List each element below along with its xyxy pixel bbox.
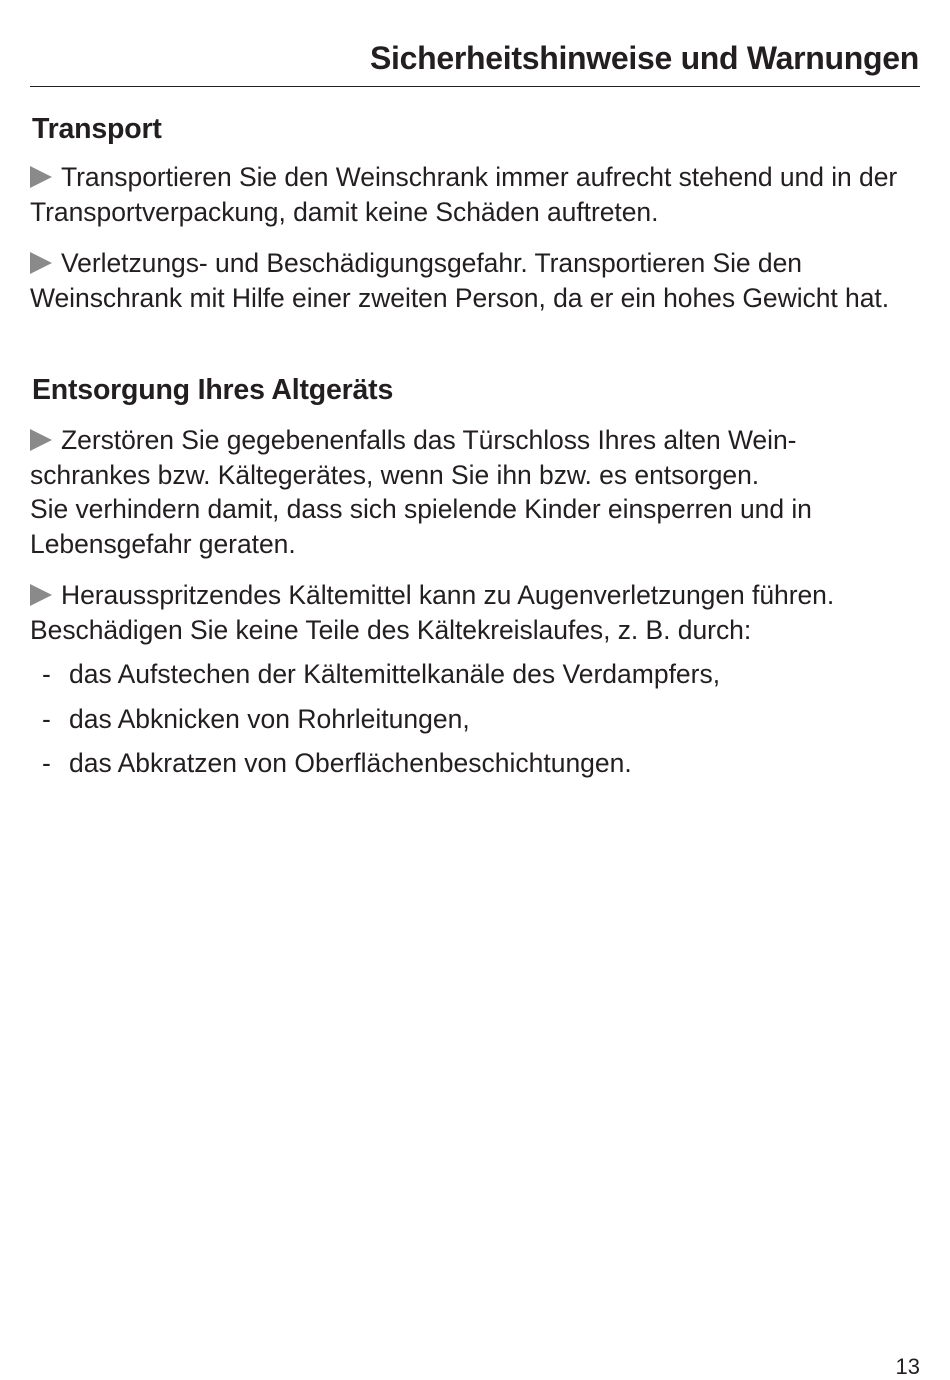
warning-paragraph [30,423,920,561]
paragraph-text: schrankes bzw. Kältegerätes, wenn Sie ihn bzw. es entsorgen. [30,459,760,490]
dash-bullet: - [42,703,51,734]
paragraph-text: Transportieren Sie den Weinschrank immer aufrecht stehend und in der Transportverpackung, damit keine Schäden auftreten. [30,162,898,227]
list-item [30,657,920,692]
paragraph-text: Herausspritzendes Kältemittel kann zu Augenverletzungen führen. Beschädigen Sie keine Teile des Kältekreislaufes, z. B. durch: [30,580,835,645]
list-item [30,702,920,737]
list-item-text: das Abknicken von Rohrleitungen, [69,703,470,734]
dash-bullet: - [42,748,51,778]
page-title: Sicherheitshinweise und Warnungen [370,40,919,76]
section-heading-entsorgung: Entsorgung Ihres Altgeräts [32,374,394,406]
damage-list [30,657,920,781]
warning-paragraph [30,578,920,647]
warning-triangle-icon [30,429,52,451]
page-content [30,86,920,781]
warning-triangle-icon [30,166,52,188]
dash-bullet: - [42,659,51,689]
list-item [30,746,920,781]
warning-triangle-icon [30,584,52,606]
paragraph-text: Sie verhindern damit, dass sich spielende Kinder einsperren und in Lebensgefahr geraten. [30,494,812,559]
list-item-text: das Abkratzen von Oberflächenbeschichtungen. [69,748,632,778]
paragraph-text: Zerstören Sie gegebenenfalls das Türschloss Ihres alten Wein- [61,425,797,455]
warning-paragraph [30,160,920,229]
warning-triangle-icon [30,252,52,274]
page-number: 13 [895,1354,920,1379]
page-header [30,36,920,87]
paragraph-text: Verletzungs- und Beschädigungsgefahr. Transportieren Sie den Weinschrank mit Hilfe einer zweiten Person, da er ein hohes Gewicht hat. [30,248,890,313]
section-heading-transport: Transport [32,113,162,145]
list-item-text: das Aufstechen der Kältemittelkanäle des Verdampfers, [69,659,721,689]
warning-paragraph [30,246,920,315]
